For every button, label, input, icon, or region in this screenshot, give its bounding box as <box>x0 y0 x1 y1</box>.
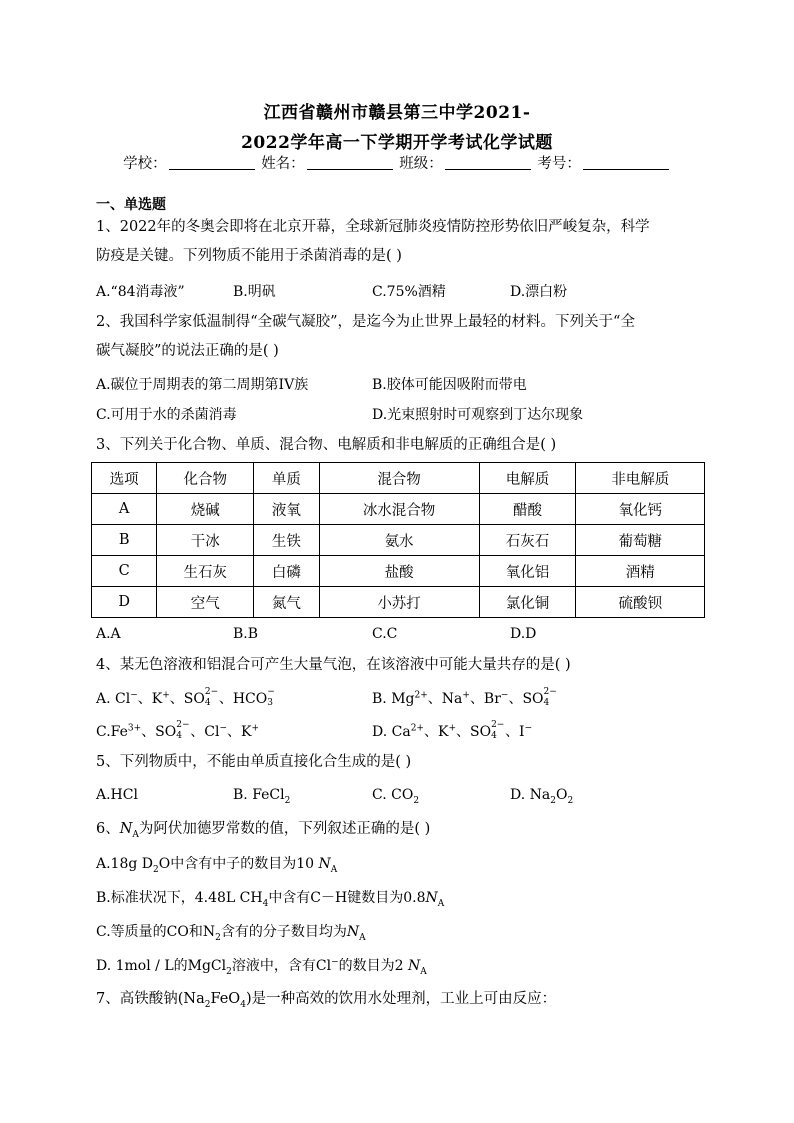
q4-a-ion-1: A. Cl <box>96 691 131 707</box>
q3-option-b: B.B <box>233 626 259 642</box>
q6-a-na: N <box>318 856 331 872</box>
table-row <box>92 494 705 525</box>
q4-d-ion-2: 、K <box>423 724 449 740</box>
q4-b-ion-1: B. Mg <box>372 691 415 707</box>
name-field[interactable] <box>307 155 393 170</box>
table-cell: 空气 <box>157 587 254 618</box>
table-header-row <box>92 463 705 494</box>
q1-line-2: 防疫是关键。下列物质不能用于杀菌消毒的是( ) <box>96 248 402 264</box>
table-cell: 硫酸钡 <box>576 587 705 618</box>
table-header-cell: 电解质 <box>479 463 576 494</box>
table-cell: 葡萄糖 <box>576 525 705 556</box>
q4-d-ion-3: 、SO <box>455 724 492 740</box>
q7-part-3: )是一种高效的饮用水处理剂，工业上可由反应： <box>245 991 557 1007</box>
q1-option-b: B.明矾 <box>233 284 276 300</box>
table-cell: 酒精 <box>576 556 705 587</box>
table-cell: A <box>92 494 157 525</box>
q4-b-ion-3: 、Br <box>469 691 501 707</box>
q5-option-d: D. $Na_2O_2$ <box>510 787 574 806</box>
q6-d-part-1: D. 1mol / L的MgCl <box>96 958 227 974</box>
table-header-cell: 非电解质 <box>576 463 705 494</box>
q2-option-c: C.可用于水的杀菌消毒 <box>96 407 237 423</box>
q5-b-formula: B. FeCl <box>233 787 285 803</box>
table-cell: 石灰石 <box>479 525 576 556</box>
q6-c-part-2: 含有的分子数目均为 <box>220 924 347 940</box>
q6-a-part-1: A.18g D <box>96 856 154 872</box>
q6-option-b: B.标准状况下，4.48L $CH_4$中含有C－H键数目为$0.8N_A$ <box>96 890 445 909</box>
table-row <box>92 587 705 618</box>
q6-option-a: A.18g $D_2O$中含有中子的数目为10 $N_A$ <box>96 856 338 875</box>
q2-option-b: B.胶体可能因吸附而带电 <box>372 377 527 393</box>
title-line-1: 江西省赣州市赣县第三中学2021- <box>263 103 531 123</box>
q6-d-part-3: 的数目为2 <box>338 958 404 974</box>
table-cell: 液氧 <box>254 494 319 525</box>
school-label: 学校： <box>123 156 167 172</box>
q2-option-d: D.光束照射时可观察到丁达尔现象 <box>372 407 584 423</box>
table-header-cell: 选项 <box>92 463 157 494</box>
q2-option-a: A.碳位于周期表的第二周期第IV族 <box>96 377 309 393</box>
table-cell: 生铁 <box>254 525 319 556</box>
class-field[interactable] <box>445 155 531 170</box>
q4-b-ion-4: 、SO <box>508 691 544 707</box>
q1-option-d: D.漂白粉 <box>510 284 568 300</box>
q4-c-ion-1: C.Fe <box>96 724 128 740</box>
table-header-cell: 单质 <box>254 463 319 494</box>
q6-b-part-1: B.标准状况下，4.48L CH <box>96 890 263 906</box>
table-cell: B <box>92 525 157 556</box>
exam-number-field[interactable] <box>583 155 669 170</box>
q4-line-1: 4、某无色溶液和铝混合可产生大量气泡，在该溶液中可能大量共存的是( ) <box>96 657 571 673</box>
q4-a-ion-3: 、SO <box>169 691 205 707</box>
table-row <box>92 525 705 556</box>
q1-option-c: C.75%酒精 <box>372 284 446 300</box>
table-cell: 氧化钙 <box>576 494 705 525</box>
table-cell: 氮气 <box>254 587 319 618</box>
table-row <box>92 556 705 587</box>
q6-na-symbol: N <box>119 821 133 837</box>
table-cell: D <box>92 587 157 618</box>
table-cell: 白磷 <box>254 556 319 587</box>
q4-c-ion-3: 、Cl <box>190 724 220 740</box>
student-info-line <box>0 152 794 173</box>
table-cell: 小苏打 <box>319 587 479 618</box>
q4-b-ion-2: 、Na <box>427 691 463 707</box>
table-cell: 氨水 <box>319 525 479 556</box>
section-title: 一、单选题 <box>96 197 166 213</box>
q4-c-ion-2: 、SO <box>141 724 177 740</box>
q6-b-na: N <box>425 890 438 906</box>
q6-b-part-2: 中含有C－H键数目为0.8 <box>268 890 426 906</box>
q7-part-2: FeO <box>210 991 241 1007</box>
table-cell: C <box>92 556 157 587</box>
q6-line-1: 6、$N_A$为阿伏加德罗常数的值，下列叙述正确的是( ) <box>96 821 431 840</box>
q4-option-c: $C.Fe^{3+}$、SO 2− 4 、Cl−、K+ <box>96 720 260 741</box>
q5-option-c: C. $CO_2$ <box>372 787 420 806</box>
q2-line-2: 碳气凝胶”的说法正确的是( ) <box>96 343 279 359</box>
table-cell: 冰水混合物 <box>319 494 479 525</box>
table-cell: 醋酸 <box>479 494 576 525</box>
table-header-cell: 化合物 <box>157 463 254 494</box>
q3-table <box>91 462 705 618</box>
table-header-cell: 混合物 <box>319 463 479 494</box>
table-cell: 生石灰 <box>157 556 254 587</box>
school-field[interactable] <box>169 155 255 170</box>
q1-option-a: A.“84消毒液” <box>96 284 185 300</box>
q6-option-c: C.等质量的CO和$N_2$含有的分子数目均为$N_A$ <box>96 924 366 943</box>
q5-d-formula: D. Na <box>510 787 551 803</box>
q3-option-c: C.C <box>372 626 398 642</box>
q6-a-part-2: O中含有中子的数目为10 <box>158 856 315 872</box>
q6-d-na: N <box>407 958 421 974</box>
q5-d-formula-2: O <box>555 787 568 803</box>
q7-part-1: 7、高铁酸钠(Na <box>96 991 205 1007</box>
q3-line-1: 3、下列关于化合物、单质、混合物、电解质和非电解质的正确组合是( ) <box>96 437 557 453</box>
table-cell: 干冰 <box>157 525 254 556</box>
title-line-2: 2022学年高一下学期开学考试化学试题 <box>241 133 553 153</box>
exam-number-label: 考号： <box>537 156 581 172</box>
q6-stem: 为阿伏加德罗常数的值，下列叙述正确的是( ) <box>138 821 431 837</box>
table-cell: 烧碱 <box>157 494 254 525</box>
q6-c-na: N <box>346 924 360 940</box>
q1-line-1: 1、2022年的冬奥会即将在北京开幕，全球新冠肺炎疫情防控形势依旧严峻复杂，科学 <box>96 219 650 235</box>
q4-a-ion-4: 、HCO <box>218 691 268 707</box>
q4-d-ion-4: 、I <box>505 724 525 740</box>
table-cell: 盐酸 <box>319 556 479 587</box>
table-cell: 氯化铜 <box>479 587 576 618</box>
q5-option-a: A.HCl <box>96 787 138 803</box>
name-label: 姓名： <box>261 156 305 172</box>
q4-a-ion-2: 、K <box>137 691 163 707</box>
q2-line-1: 2、我国科学家低温制得“全碳气凝胶”，是迄今为止世界上最轻的材料。下列关于“全 <box>96 314 635 330</box>
table-cell: 氧化铝 <box>479 556 576 587</box>
q6-number: 6、 <box>96 821 120 837</box>
q3-option-d: D.D <box>510 626 537 642</box>
q4-d-ion-1: D. Ca <box>372 724 411 740</box>
q6-c-part-1: C.等质量的CO和N <box>96 924 216 940</box>
q5-option-b: B. FeCl$_2$ <box>233 787 291 806</box>
q4-option-a: A. Cl−、K+、SO 2− 4 、HCO − 3 <box>96 687 275 708</box>
q4-c-ion-4: 、K <box>227 724 252 740</box>
q5-c-formula: C. CO <box>372 787 414 803</box>
q6-d-part-2: 溶液中，含有Cl <box>231 958 332 974</box>
class-label: 班级： <box>399 156 443 172</box>
q3-option-a: A.A <box>96 626 121 642</box>
q5-line-1: 5、下列物质中，不能由单质直接化合生成的是( ) <box>96 754 412 770</box>
q7-line-1: 7、高铁酸钠$(Na_2FeO_4)$是一种高效的饮用水处理剂，工业上可由反应： <box>96 991 557 1010</box>
q6-option-d: D. 1mol / L的MgCl$_2$溶液中，含有Cl−的数目为2 $N_A$ <box>96 957 427 977</box>
q4-option-d: D. $Ca^{2+}$、K+、SO 2− 4 、I− <box>372 720 533 741</box>
q4-option-b: B. $Mg^{2+}$、Na+、Br−、SO 2− 4 <box>372 687 557 708</box>
